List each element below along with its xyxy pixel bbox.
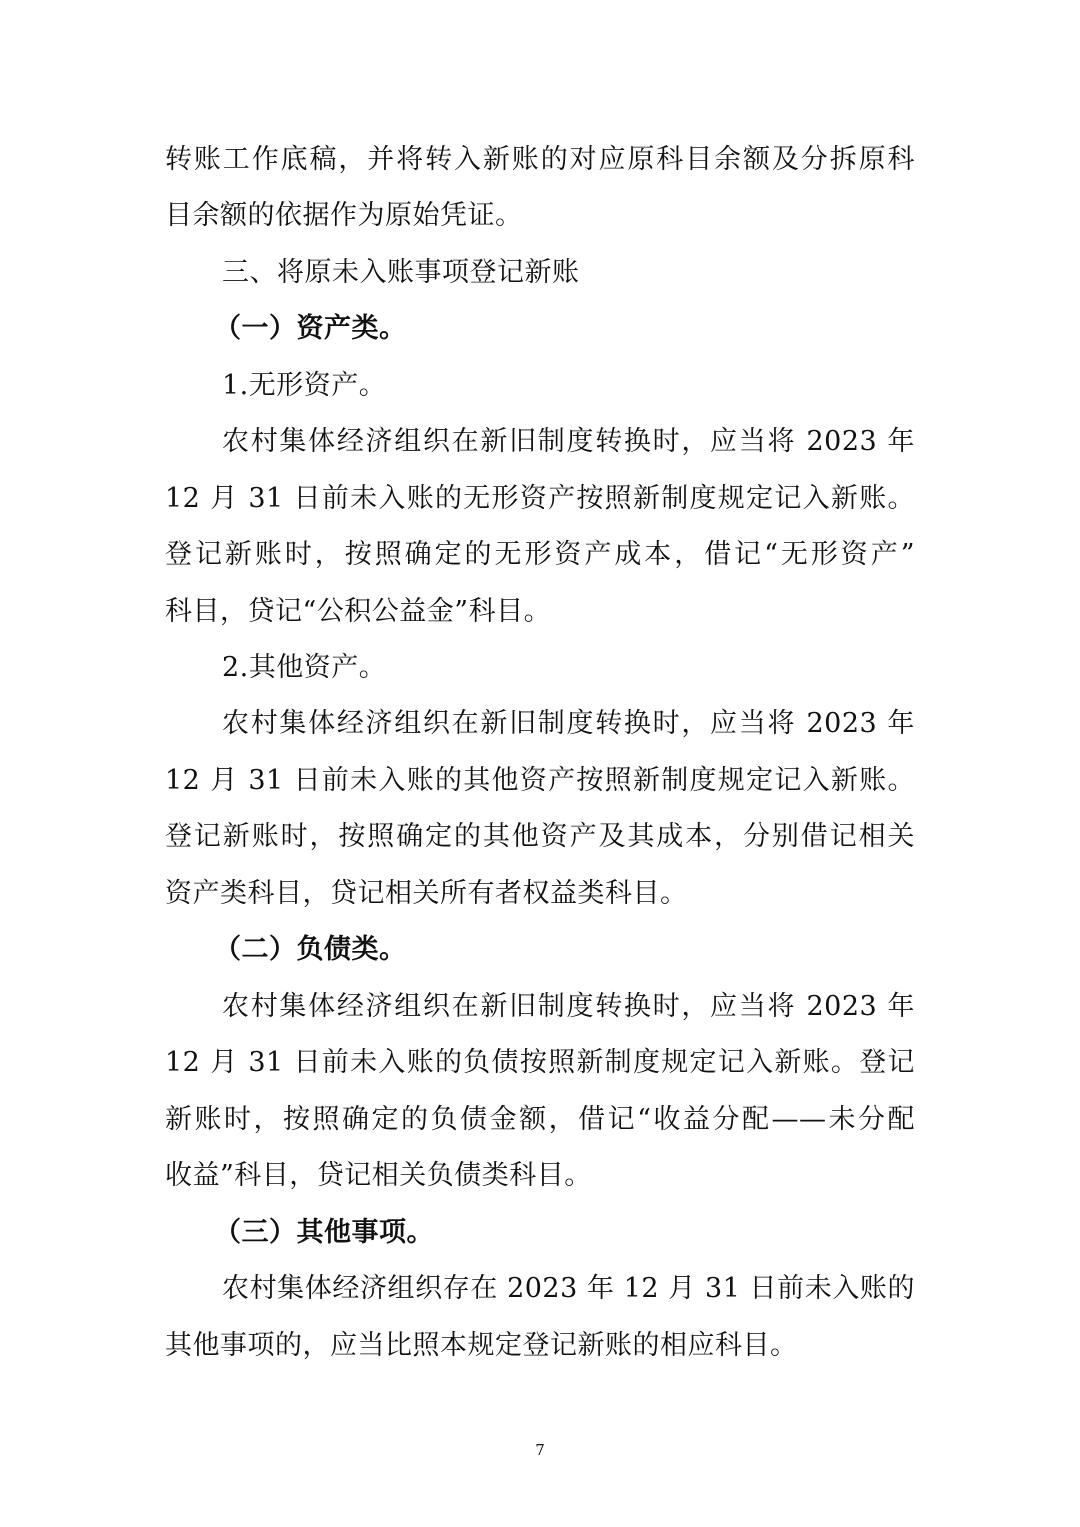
body-text-line: 12 月 31 日前未入账的其他资产按照新制度规定记入新账。: [165, 765, 915, 796]
item-heading: 2.其他资产。: [222, 652, 387, 683]
body-text-line: 科目，贷记“公积公益金”科目。: [165, 596, 552, 627]
subsection-heading: （一）资产类。: [214, 313, 407, 344]
body-text-line: 农村集体经济组织在新旧制度转换时，应当将 2023 年: [222, 991, 915, 1022]
item-heading: 1.无形资产。: [222, 370, 387, 401]
body-text-line: 12 月 31 日前未入账的无形资产按照新制度规定记入新账。: [165, 483, 915, 514]
body-text-line: 新账时，按照确定的负债金额，借记“收益分配——未分配: [165, 1104, 915, 1135]
body-text-line: 收益”科目，贷记相关负债类科目。: [165, 1160, 592, 1191]
subsection-heading: （三）其他事项。: [214, 1217, 434, 1248]
body-text-line: 转账工作底稿，并将转入新账的对应原科目余额及分拆原科: [165, 144, 915, 175]
section-heading: 三、将原未入账事项登记新账: [222, 257, 580, 288]
body-text-line: 农村集体经济组织在新旧制度转换时，应当将 2023 年: [222, 708, 915, 739]
body-text-line: 农村集体经济组织在新旧制度转换时，应当将 2023 年: [222, 426, 915, 457]
body-text-line: 登记新账时，按照确定的其他资产及其成本，分别借记相关: [165, 821, 915, 852]
subsection-heading: （二）负债类。: [214, 934, 407, 965]
body-text-line: 12 月 31 日前未入账的负债按照新制度规定记入新账。登记: [165, 1047, 915, 1078]
body-text-line: 其他事项的，应当比照本规定登记新账的相应科目。: [165, 1330, 798, 1361]
body-text-line: 目余额的依据作为原始凭证。: [165, 200, 523, 231]
body-text-line: 农村集体经济组织存在 2023 年 12 月 31 日前未入账的: [222, 1273, 915, 1304]
body-text-line: 登记新账时，按照确定的无形资产成本，借记“无形资产”: [165, 539, 915, 570]
body-text-line: 资产类科目，贷记相关所有者权益类科目。: [165, 878, 688, 909]
page-number: 7: [535, 1441, 545, 1459]
